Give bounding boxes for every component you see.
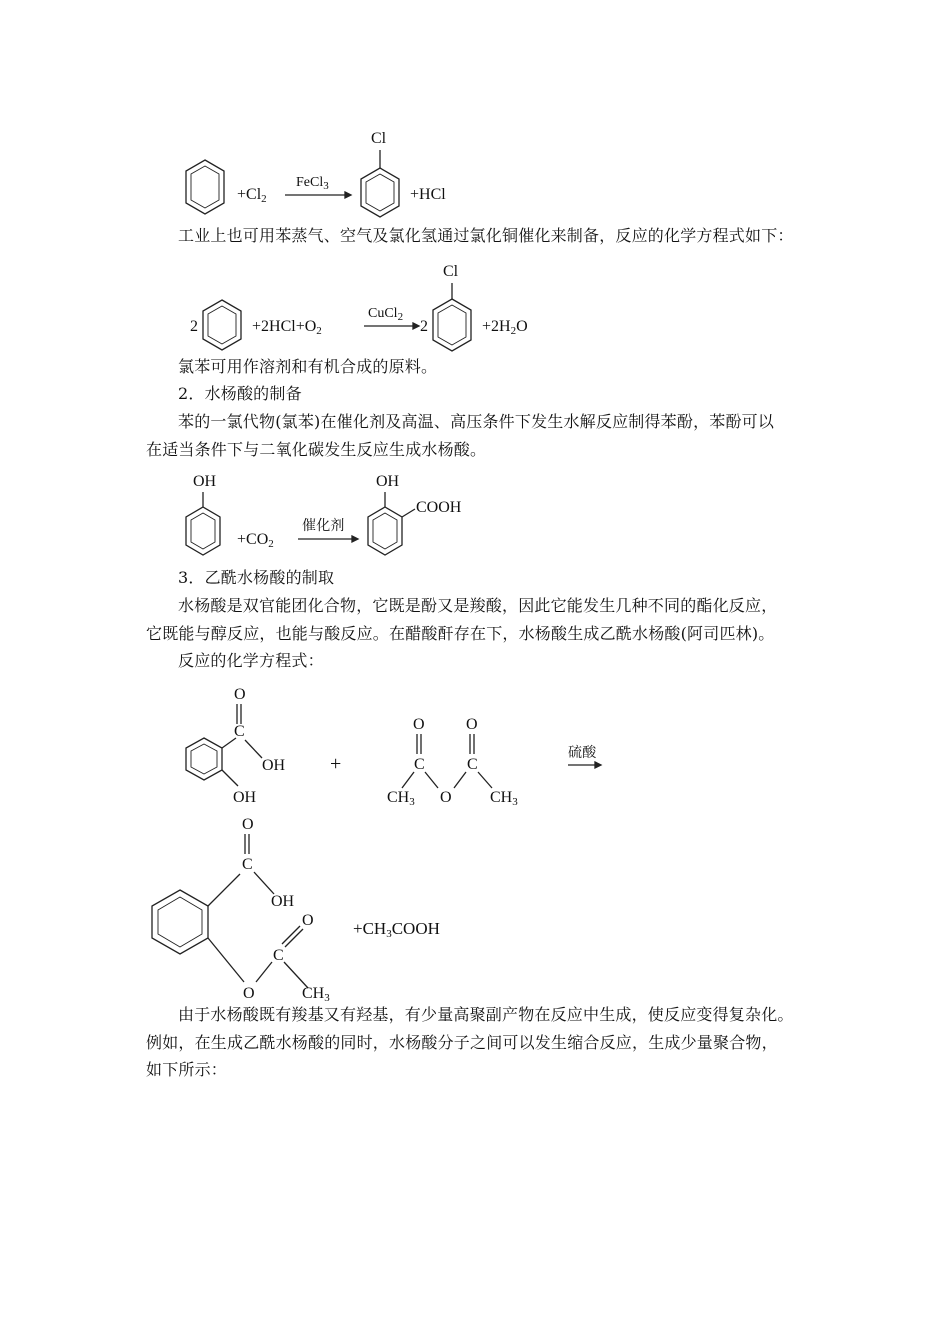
rxn2-catalyst: CuCl$_2$ <box>368 306 404 323</box>
product-acetyl-c: C <box>273 947 284 964</box>
heading-salicylic-acid: 2．水杨酸的制备 <box>178 384 302 403</box>
anhydride-o-right: O <box>466 716 478 733</box>
phenol-oh-label: OH <box>193 473 217 490</box>
para4-line1: 由于水杨酸既有羧基又有羟基，有少量高聚副产物在反应中生成，使反应变得复杂化。 <box>178 1005 794 1024</box>
product-ch3: $CH_3$ <box>302 985 330 1004</box>
rxn2-reactants: $+2HCl+O_2$ <box>252 318 322 337</box>
product-carbon: C <box>242 856 253 873</box>
benzene-ring-1 <box>186 160 224 214</box>
rxn4-plus: + <box>330 753 342 775</box>
reactant-carbonyl-o: O <box>234 686 246 703</box>
product-ester-o: O <box>243 985 255 1002</box>
benzene-ring-2 <box>203 300 241 350</box>
anhydride-ch3-right: $CH_3$ <box>490 789 518 808</box>
product-carboxyl-oh: OH <box>271 893 295 910</box>
rxn1-catalyst: FeCl$_3$ <box>296 175 329 192</box>
para3-line2: 它既能与醇反应，也能与酸反应。在醋酸酐存在下，水杨酸生成乙酰水杨酸(阿司匹林)。 <box>146 624 775 643</box>
para2-line2: 在适当条件下与二氧化碳发生反应生成水杨酸。 <box>146 440 487 459</box>
arrowhead-2 <box>413 323 419 329</box>
para-uses: 氯苯可用作溶剂和有机合成的原料。 <box>178 357 438 376</box>
anhydride-ch3-left: $CH_3$ <box>387 789 415 808</box>
para3-line3: 反应的化学方程式： <box>178 651 324 670</box>
salicylic-acid-reactant <box>186 704 262 786</box>
rxn2-coefficient-2: 2 <box>420 318 428 335</box>
para4-line3: 如下所示： <box>146 1060 228 1079</box>
anhydride-bridge-o: O <box>440 789 452 806</box>
chlorobenzene-ring-1 <box>361 150 399 217</box>
reactant-carbon: C <box>234 723 245 740</box>
rxn3-co2-reactant: $+CO_2$ <box>237 531 274 550</box>
rxn1-hcl-product: +HCl <box>410 186 446 203</box>
phenol-ring <box>186 492 220 555</box>
para-industrial: 工业上也可用苯蒸气、空气及氯化氢通过氯化铜催化来制备，反应的化学方程式如下： <box>178 226 794 245</box>
rxn1-cl2-reactant: $+Cl_2$ <box>237 186 267 205</box>
aspirin-product <box>152 834 308 988</box>
chlorobenzene-ring-2 <box>433 283 471 351</box>
para4-line2: 例如，在生成乙酰水杨酸的同时，水杨酸分子之间可以发生缩合反应，生成少量聚合物， <box>146 1033 778 1052</box>
anhydride-c-left: C <box>414 756 425 773</box>
acetic-acid-product: $+CH_3COOH$ <box>353 919 440 940</box>
rxn4-catalyst: 硫酸 <box>568 745 597 761</box>
rxn3-catalyst: 催化剂 <box>302 518 345 534</box>
product-acetyl-o: O <box>302 912 314 929</box>
arrowhead-3 <box>352 536 358 542</box>
para3-line1: 水杨酸是双官能团化合物，它既是酚又是羧酸，因此它能发生几种不同的酯化反应， <box>178 596 778 615</box>
anhydride-o-left: O <box>413 716 425 733</box>
reactant-carboxyl-oh: OH <box>262 757 286 774</box>
salicylic-cooh-label: COOH <box>416 499 462 516</box>
salicylic-acid-ring <box>368 492 415 555</box>
rxn1-cl-label: Cl <box>371 130 387 147</box>
rxn2-cl-label: Cl <box>443 263 459 280</box>
rxn2-water-product: $+2H_2O$ <box>482 318 528 337</box>
arrowhead-1 <box>345 192 351 198</box>
rxn2-coefficient-1: 2 <box>190 318 198 335</box>
heading-aspirin: 3．乙酰水杨酸的制取 <box>178 568 335 587</box>
salicylic-oh-label: OH <box>376 473 400 490</box>
anhydride-c-right: C <box>467 756 478 773</box>
para2-line1: 苯的一氯代物(氯苯)在催化剂及高温、高压条件下发生水解反应制得苯酚，苯酚可以 <box>178 412 775 431</box>
product-carbonyl-o: O <box>242 816 254 833</box>
reactant-phenol-oh: OH <box>233 789 257 806</box>
